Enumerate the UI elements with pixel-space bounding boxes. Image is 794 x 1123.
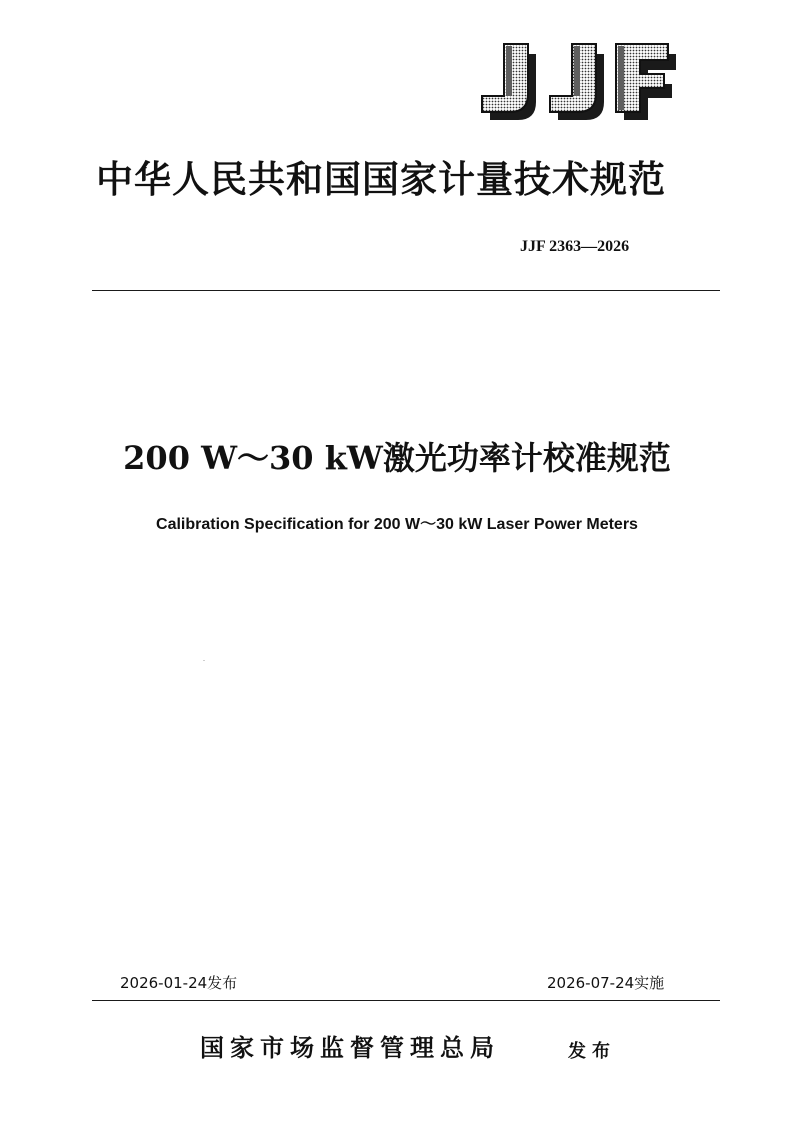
document-title-zh: 200 W～30 kW激光功率计校准规范 [123, 439, 671, 477]
top-divider [92, 290, 720, 291]
scan-speck [203, 660, 205, 661]
issue-date: 2026-01-24发布 [120, 974, 238, 992]
jjf-logo [470, 40, 680, 126]
issuing-authority: 国家市场监督管理总局 [200, 1033, 500, 1062]
document-title-en: Calibration Specification for 200 W～30 kW Laser Power Meters [156, 516, 638, 533]
standard-category-title: 中华人民共和国国家计量技术规范 [96, 158, 666, 201]
spec-number: JJF 2363—2026 [520, 238, 630, 255]
bottom-divider [92, 1000, 720, 1001]
issuing-authority-suffix: 发布 [568, 1041, 616, 1062]
implementation-date: 2026-07-24实施 [547, 974, 665, 992]
